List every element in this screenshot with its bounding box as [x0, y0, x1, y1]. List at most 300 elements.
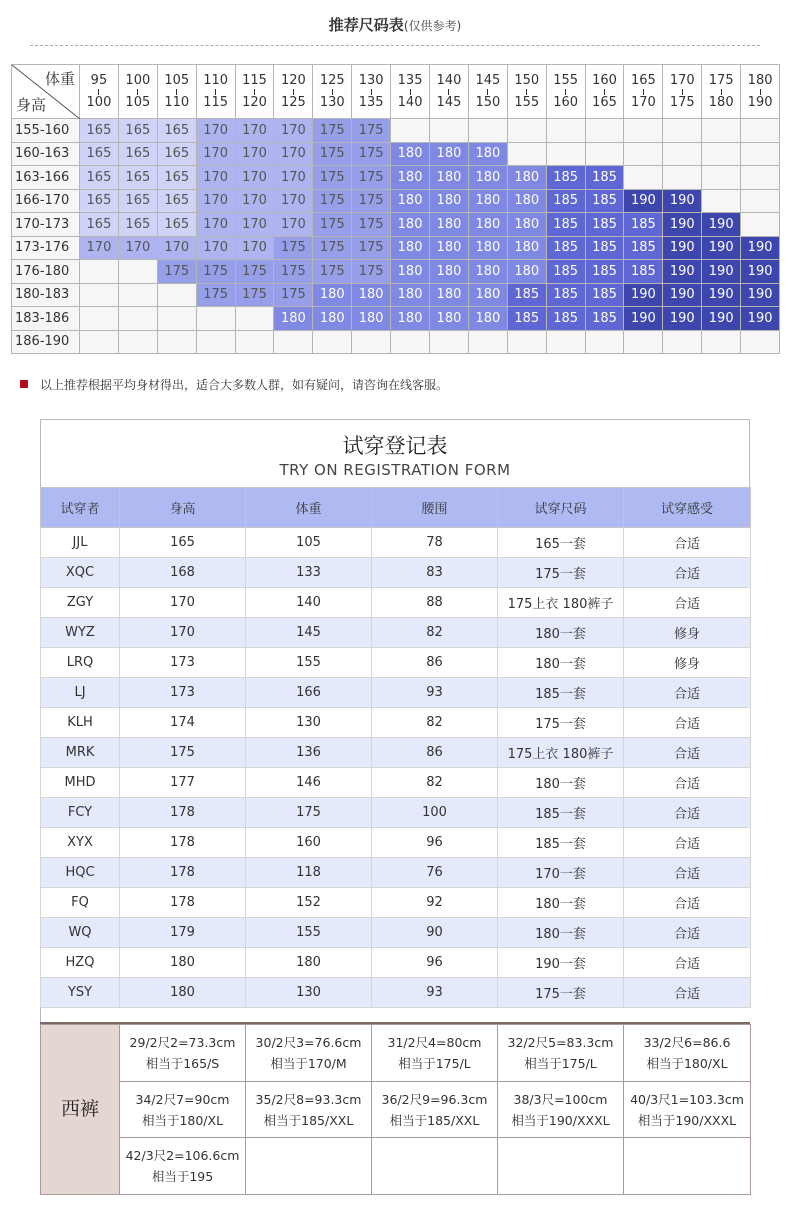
weight-range-min: 180: [747, 72, 773, 88]
size-cell: 175: [313, 213, 352, 237]
size-matrix-header-row: [12, 65, 780, 119]
pants-equivalent-size: 相当于165/S: [145, 1055, 220, 1071]
table-cell: JJL: [41, 528, 120, 558]
pants-size-cell: [372, 1025, 498, 1082]
size-cell: 180: [507, 260, 546, 284]
column-header: 身高: [120, 488, 246, 528]
size-cell: 185: [585, 307, 624, 331]
weight-range-header: [507, 65, 546, 119]
weight-range-header: [663, 65, 702, 119]
size-cell: [430, 119, 469, 143]
size-cell: [80, 330, 119, 354]
size-chart-title: 推荐尺码表: [328, 16, 404, 34]
table-cell: 185一套: [498, 678, 624, 708]
table-cell: 93: [372, 978, 498, 1008]
size-cell: [663, 142, 702, 166]
table-row: [41, 588, 751, 618]
size-cell: 170: [80, 236, 119, 260]
size-cell: 170: [196, 166, 235, 190]
weight-range-min: 110: [203, 72, 229, 88]
pants-size-cell: [624, 1081, 751, 1138]
table-cell: 合适: [624, 948, 751, 978]
weight-range-max: 180: [708, 94, 734, 110]
size-cell: 170: [196, 213, 235, 237]
weight-range-max: 165: [592, 94, 617, 110]
size-cell: [352, 330, 391, 354]
weight-axis-label: 体重: [44, 70, 75, 88]
table-cell: 175上衣 180裤子: [498, 588, 624, 618]
table-cell: 180一套: [498, 768, 624, 798]
height-range-label: 160-163: [12, 142, 80, 166]
pants-measurement: 36/2尺9=96.3cm: [381, 1091, 488, 1107]
size-cell: 170: [235, 142, 274, 166]
weight-range-max: 140: [397, 94, 423, 110]
pants-size-cell: [246, 1081, 372, 1138]
table-cell: 185一套: [498, 798, 624, 828]
size-cell: 180: [391, 260, 430, 284]
table-cell: 合适: [624, 768, 751, 798]
table-cell: 合适: [624, 798, 751, 828]
pants-measurement: 32/2尺5=83.3cm: [507, 1034, 614, 1050]
pants-equivalent-size: 相当于195: [151, 1169, 214, 1185]
size-cell: 190: [624, 283, 663, 307]
size-cell: 165: [118, 213, 157, 237]
table-cell: 173: [120, 648, 246, 678]
table-cell: MRK: [41, 738, 120, 768]
table-cell: 修身: [624, 648, 751, 678]
table-cell: 165一套: [498, 528, 624, 558]
size-cell: [624, 119, 663, 143]
pants-size-cell: [624, 1025, 751, 1082]
size-cell: 185: [546, 283, 585, 307]
size-cell: 165: [80, 166, 119, 190]
size-cell: 185: [546, 189, 585, 213]
size-cell: [157, 330, 196, 354]
size-cell: 175: [313, 119, 352, 143]
table-cell: 146: [246, 768, 372, 798]
table-cell: 133: [246, 558, 372, 588]
size-cell: 175: [235, 260, 274, 284]
table-cell: 180: [120, 948, 246, 978]
weight-range-header: [118, 65, 157, 119]
table-cell: 88: [372, 588, 498, 618]
size-cell: 175: [352, 119, 391, 143]
size-cell: 165: [118, 166, 157, 190]
size-chart-title-note: (仅供参考): [403, 19, 462, 33]
table-cell: HZQ: [41, 948, 120, 978]
weight-range-max: 110: [164, 94, 190, 110]
weight-range-max: 175: [669, 94, 695, 110]
weight-range-max: 155: [514, 94, 540, 110]
pants-equivalent-size: 相当于175/L: [398, 1055, 471, 1071]
size-cell: [702, 142, 741, 166]
pants-row: [41, 1081, 751, 1138]
size-cell: 170: [235, 166, 274, 190]
size-cell: 165: [157, 213, 196, 237]
registration-table: [40, 487, 751, 1024]
size-cell: 180: [468, 213, 507, 237]
table-cell: 83: [372, 558, 498, 588]
weight-range-header: [80, 65, 119, 119]
table-cell: 合适: [624, 558, 751, 588]
pants-measurement: 35/2尺8=93.3cm: [255, 1091, 362, 1107]
size-cell: 185: [546, 307, 585, 331]
size-cell: [118, 330, 157, 354]
size-cell: 180: [274, 307, 313, 331]
size-cell: 180: [313, 283, 352, 307]
size-cell: [468, 119, 507, 143]
pants-measurement: 34/2尺7=90cm: [135, 1091, 230, 1107]
table-cell: 140: [246, 588, 372, 618]
size-cell: 180: [430, 166, 469, 190]
size-cell: 180: [430, 236, 469, 260]
table-cell: FCY: [41, 798, 120, 828]
weight-range-max: 120: [242, 94, 267, 110]
table-cell: 166: [246, 678, 372, 708]
weight-range-min: 130: [358, 72, 384, 88]
size-cell: 165: [118, 119, 157, 143]
size-cell: 180: [507, 236, 546, 260]
table-cell: 180一套: [498, 618, 624, 648]
size-cell: [274, 330, 313, 354]
size-cell: [391, 119, 430, 143]
size-cell: 170: [157, 236, 196, 260]
size-cell: 165: [118, 142, 157, 166]
table-cell: 90: [372, 918, 498, 948]
size-cell: 180: [430, 213, 469, 237]
pants-measurement: 40/3尺1=103.3cm: [630, 1091, 744, 1107]
size-cell: [585, 330, 624, 354]
table-cell: 175一套: [498, 558, 624, 588]
weight-range-min: 135: [397, 72, 423, 88]
column-header: 腰围: [372, 488, 498, 528]
size-cell: [235, 330, 274, 354]
size-cell: 180: [391, 189, 430, 213]
table-cell: 145: [246, 618, 372, 648]
size-cell: 175: [274, 236, 313, 260]
size-cell: 185: [546, 213, 585, 237]
table-cell: 86: [372, 648, 498, 678]
weight-range-header: [313, 65, 352, 119]
table-cell: 180一套: [498, 648, 624, 678]
size-cell: 185: [585, 189, 624, 213]
size-cell: 175: [313, 142, 352, 166]
size-cell: 190: [702, 213, 741, 237]
table-cell: 130: [246, 708, 372, 738]
table-cell: 合适: [624, 858, 751, 888]
size-cell: 185: [507, 307, 546, 331]
pants-equivalent-size: 相当于180/XL: [646, 1055, 728, 1071]
pants-size-cell: [246, 1025, 372, 1082]
pants-equivalent-size: 相当于185/XXL: [263, 1112, 354, 1128]
pants-equivalent-size: 相当于190/XXXL: [511, 1112, 610, 1128]
size-cell: [702, 119, 741, 143]
size-cell: 190: [663, 283, 702, 307]
pants-measurement: 30/2尺3=76.6cm: [255, 1034, 362, 1050]
size-cell: 170: [274, 119, 313, 143]
size-cell: [118, 307, 157, 331]
weight-range-max: 170: [631, 94, 656, 110]
weight-range-max: 150: [475, 94, 501, 110]
table-cell: 合适: [624, 528, 751, 558]
size-cell: [741, 330, 780, 354]
size-cell: 180: [468, 189, 507, 213]
table-cell: 175上衣 180裤子: [498, 738, 624, 768]
weight-range-header: [391, 65, 430, 119]
size-cell: 180: [468, 260, 507, 284]
table-row: [41, 528, 751, 558]
form-title: 试穿登记表: [342, 434, 448, 458]
pants-measurement: 29/2尺2=73.3cm: [129, 1034, 236, 1050]
dashed-divider: [30, 45, 760, 46]
table-cell: WQ: [41, 918, 120, 948]
pants-size-cell: [120, 1081, 246, 1138]
table-cell: ZGY: [41, 588, 120, 618]
size-cell: 180: [430, 283, 469, 307]
table-cell: 180: [246, 948, 372, 978]
weight-range-min: 140: [436, 72, 462, 88]
table-row: [41, 978, 751, 1008]
height-range-label: 155-160: [12, 119, 80, 143]
size-cell: 180: [468, 283, 507, 307]
size-cell: 190: [741, 236, 780, 260]
height-range-label: 180-183: [12, 283, 80, 307]
table-cell: 76: [372, 858, 498, 888]
table-cell: 合适: [624, 708, 751, 738]
table-cell: 178: [120, 828, 246, 858]
size-cell: [702, 189, 741, 213]
table-cell: 174: [120, 708, 246, 738]
size-matrix-row: [12, 142, 780, 166]
weight-range-min: 150: [514, 72, 540, 88]
table-row: [41, 678, 751, 708]
weight-range-min: 175: [708, 72, 734, 88]
size-cell: 190: [702, 283, 741, 307]
table-cell: 175: [246, 798, 372, 828]
table-row: [41, 738, 751, 768]
weight-range-max: 115: [203, 94, 229, 110]
table-cell: 152: [246, 888, 372, 918]
size-cell: [624, 142, 663, 166]
table-cell: 170一套: [498, 858, 624, 888]
size-cell: 190: [702, 260, 741, 284]
weight-range-min: 155: [553, 72, 579, 88]
weight-range-max: 135: [358, 94, 384, 110]
size-cell: [585, 119, 624, 143]
table-cell: 136: [246, 738, 372, 768]
table-cell: 118: [246, 858, 372, 888]
size-cell: 175: [313, 260, 352, 284]
weight-range-header: [196, 65, 235, 119]
size-cell: 165: [80, 119, 119, 143]
table-cell: 82: [372, 768, 498, 798]
column-header: 试穿感受: [624, 488, 751, 528]
table-cell: 78: [372, 528, 498, 558]
size-cell: 190: [663, 307, 702, 331]
pants-row: [41, 1025, 751, 1082]
size-matrix-row: [12, 189, 780, 213]
size-cell: 175: [157, 260, 196, 284]
column-header: 体重: [246, 488, 372, 528]
weight-range-min: 115: [242, 72, 267, 88]
pants-equivalent-size: 相当于180/XL: [141, 1112, 224, 1128]
size-cell: 185: [624, 260, 663, 284]
height-range-label: 186-190: [12, 330, 80, 354]
table-cell: LRQ: [41, 648, 120, 678]
table-cell: 178: [120, 798, 246, 828]
size-matrix-row: [12, 307, 780, 331]
table-row: [41, 648, 751, 678]
pants-equivalent-size: 相当于175/L: [524, 1055, 597, 1071]
size-cell: 165: [157, 142, 196, 166]
table-cell: 92: [372, 888, 498, 918]
size-cell: 165: [118, 189, 157, 213]
table-cell: HQC: [41, 858, 120, 888]
pants-size-cell: [372, 1138, 498, 1195]
size-cell: [663, 330, 702, 354]
size-cell: 190: [741, 307, 780, 331]
size-cell: [624, 330, 663, 354]
size-cell: 190: [741, 283, 780, 307]
size-cell: 170: [235, 213, 274, 237]
size-cell: 190: [624, 307, 663, 331]
table-cell: 合适: [624, 738, 751, 768]
weight-range-header: [741, 65, 780, 119]
table-cell: 168: [120, 558, 246, 588]
size-cell: 175: [352, 189, 391, 213]
table-cell: 130: [246, 978, 372, 1008]
size-cell: [741, 213, 780, 237]
size-cell: 190: [663, 260, 702, 284]
table-cell: 170: [120, 588, 246, 618]
size-cell: 175: [352, 260, 391, 284]
table-cell: 160: [246, 828, 372, 858]
size-cell: 185: [546, 260, 585, 284]
weight-range-min: 125: [319, 72, 345, 88]
size-cell: [118, 283, 157, 307]
size-cell: 175: [274, 260, 313, 284]
pants-measurement: 42/3尺2=106.6cm: [125, 1148, 240, 1164]
size-cell: [157, 307, 196, 331]
table-cell: 合适: [624, 918, 751, 948]
weight-range-min: 165: [631, 72, 656, 88]
column-header: 试穿者: [41, 488, 120, 528]
table-cell: 190一套: [498, 948, 624, 978]
size-cell: 190: [663, 236, 702, 260]
size-cell: [663, 166, 702, 190]
table-cell: 105: [246, 528, 372, 558]
table-row: [41, 948, 751, 978]
table-row: [41, 858, 751, 888]
weight-range-header: [468, 65, 507, 119]
table-cell: 96: [372, 828, 498, 858]
pants-size-cell: [498, 1138, 624, 1195]
table-cell: 173: [120, 678, 246, 708]
pants-equivalent-size: 相当于170/M: [270, 1055, 347, 1071]
table-cell: 175: [120, 738, 246, 768]
size-cell: 190: [741, 260, 780, 284]
size-matrix-row: [12, 330, 780, 354]
table-row: [41, 708, 751, 738]
size-cell: 170: [196, 236, 235, 260]
size-cell: 180: [468, 307, 507, 331]
size-cell: 180: [507, 189, 546, 213]
pants-size-cell: [624, 1138, 751, 1195]
weight-range-header: [624, 65, 663, 119]
table-cell: 合适: [624, 678, 751, 708]
size-cell: 170: [235, 236, 274, 260]
size-cell: 190: [702, 307, 741, 331]
form-subtitle: TRY ON REGISTRATION FORM: [279, 461, 511, 479]
size-cell: 175: [196, 260, 235, 284]
size-cell: 180: [391, 166, 430, 190]
size-cell: 175: [235, 283, 274, 307]
weight-range-header: [157, 65, 196, 119]
weight-height-corner-cell: [12, 65, 80, 119]
size-cell: 180: [430, 142, 469, 166]
table-row: [41, 828, 751, 858]
table-cell: 155: [246, 918, 372, 948]
size-cell: 165: [80, 189, 119, 213]
table-cell: 合适: [624, 588, 751, 618]
size-cell: 175: [313, 166, 352, 190]
height-range-label: 166-170: [12, 189, 80, 213]
size-matrix-row: [12, 119, 780, 143]
size-cell: 170: [196, 189, 235, 213]
height-axis-label: 身高: [16, 96, 47, 114]
pants-label-cell: 西裤: [41, 1025, 120, 1195]
size-cell: [196, 330, 235, 354]
size-cell: [118, 260, 157, 284]
table-cell: 175一套: [498, 708, 624, 738]
size-matrix: [11, 64, 780, 354]
weight-range-max: 160: [553, 94, 579, 110]
size-cell: 185: [585, 213, 624, 237]
size-cell: 165: [80, 142, 119, 166]
size-cell: 180: [352, 307, 391, 331]
weight-range-header: [585, 65, 624, 119]
table-cell: 165: [120, 528, 246, 558]
weight-range-header: [352, 65, 391, 119]
size-cell: 185: [585, 260, 624, 284]
table-cell: 180一套: [498, 888, 624, 918]
size-matrix-row: [12, 166, 780, 190]
weight-range-min: 100: [125, 72, 151, 88]
size-cell: [702, 330, 741, 354]
page-title: [0, 14, 790, 35]
size-cell: [313, 330, 352, 354]
size-cell: 185: [546, 236, 585, 260]
pants-size-cell: [372, 1081, 498, 1138]
weight-range-header: [235, 65, 274, 119]
size-cell: 190: [663, 189, 702, 213]
size-cell: [391, 330, 430, 354]
table-row: [41, 558, 751, 588]
size-cell: 180: [391, 236, 430, 260]
pants-equivalent-size: 相当于190/XXXL: [637, 1112, 737, 1128]
size-cell: [507, 330, 546, 354]
weight-range-header: [274, 65, 313, 119]
pants-measurement: 38/3尺=100cm: [513, 1091, 608, 1107]
size-cell: 190: [624, 189, 663, 213]
size-cell: 170: [196, 142, 235, 166]
weight-range-max: 130: [319, 94, 345, 110]
size-cell: [157, 283, 196, 307]
pants-size-cell: [120, 1025, 246, 1082]
weight-range-min: 95: [90, 72, 108, 88]
recommendation-note: [20, 376, 448, 393]
pants-size-cell: [498, 1081, 624, 1138]
